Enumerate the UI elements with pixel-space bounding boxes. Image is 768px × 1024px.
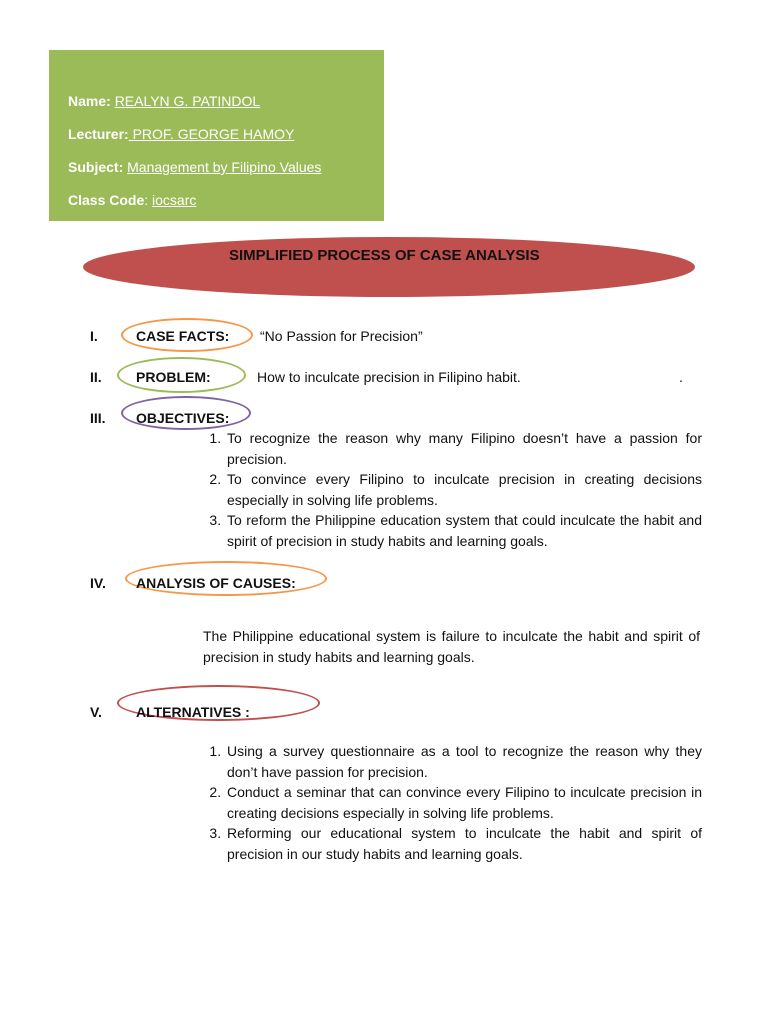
section-number-problem: II.	[90, 369, 102, 385]
objectives-heading: OBJECTIVES:	[136, 410, 230, 426]
problem-text: How to inculcate precision in Filipino habit.	[257, 369, 521, 385]
section-number-case-facts: I.	[90, 328, 98, 344]
class-code-separator: :	[144, 192, 149, 208]
objective-item: 2. To convince every Filipino to inculcate precision in creating decisions especially in solving life problems.	[225, 469, 702, 510]
problem-heading: PROBLEM:	[136, 369, 211, 385]
class-code-label: Class Code	[68, 192, 145, 208]
subject-value: Management by Filipino Values	[127, 159, 322, 175]
class-code-line	[68, 191, 384, 224]
alternative-item: 3. Reforming our educational system to inculcate the habit and spirit of precision in our study habits and learning goals.	[225, 823, 702, 864]
page-title: SIMPLIFIED PROCESS OF CASE ANALYSIS	[229, 247, 540, 264]
alternatives-heading: ALTERNATIVES :	[136, 704, 250, 720]
section-number-objectives: III.	[90, 410, 106, 426]
alternatives-list	[203, 741, 702, 864]
section-number-analysis: IV.	[90, 575, 106, 591]
case-facts-text: “No Passion for Precision”	[260, 328, 423, 344]
objectives-list	[203, 428, 702, 551]
lecturer-line	[68, 125, 384, 158]
alternative-item: 1. Using a survey questionnaire as a tool to recognize the reason why they don’t have passion for precision.	[225, 741, 702, 782]
objective-item: 3. To reform the Philippine education system that could inculcate the habit and spirit of precision in study habits and learning goals.	[225, 510, 702, 551]
name-value: REALYN G. PATINDOL	[114, 93, 261, 109]
lecturer-value: PROF. GEORGE HAMOY	[128, 126, 295, 142]
title-banner	[83, 237, 695, 297]
lecturer-label: Lecturer:	[68, 126, 129, 142]
subject-line	[68, 158, 384, 191]
alternative-item: 2. Conduct a seminar that can convince every Filipino to inculcate precision in creating decisions especially in solving life problems.	[225, 782, 702, 823]
objective-item: 1. To recognize the reason why many Filipino doesn’t have a passion for precision.	[225, 428, 702, 469]
name-line	[68, 92, 384, 125]
case-facts-heading: CASE FACTS:	[136, 328, 230, 344]
problem-trailing-mark: .	[679, 369, 683, 385]
analysis-heading: ANALYSIS OF CAUSES:	[136, 575, 296, 591]
name-label: Name:	[68, 93, 111, 109]
section-number-alternatives: V.	[90, 704, 102, 720]
student-info-box	[49, 50, 384, 221]
class-code-value: iocsarc	[152, 192, 197, 208]
analysis-text: The Philippine educational system is failure to inculcate the habit and spirit of precision in study habits and learning goals.	[203, 628, 700, 665]
subject-label: Subject:	[68, 159, 124, 175]
